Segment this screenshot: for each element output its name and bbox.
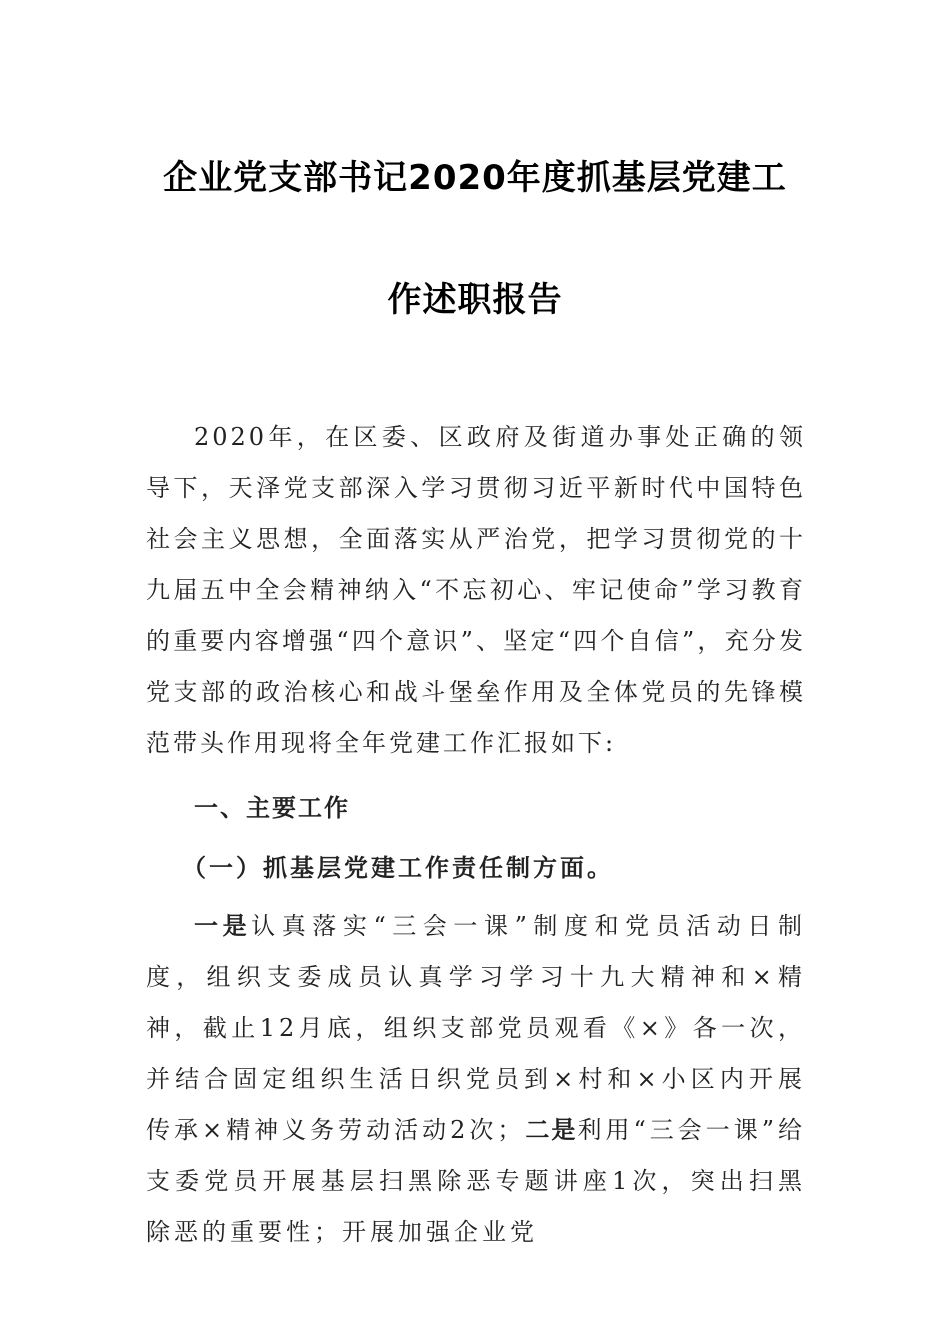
work-paragraph (146, 901, 806, 1258)
item-text-first: 认真落实“三会一课”制度和党员活动日制度，组织支委成员认真学习学习十九大精神和×精神，截止12月底，组织支部党员观看《×》各一次，并结合固定组织生活日织党员到×村和×小区内开展传承×精神义务劳动活动2次； (146, 912, 807, 1144)
document-title-line-2: 作述职报告 (387, 280, 563, 320)
document-title-line-1: 企业党支部书记2020年度抓基层党建工 (163, 158, 787, 198)
item-text-second: 利用“三会一课”给支委党员开展基层扫黑除恶专题讲座1次，突出扫黑除恶的重要性；开展加强企业党 (146, 1116, 806, 1246)
section-heading: 一、主要工作 (194, 794, 350, 822)
item-label-first: 一是 (194, 912, 252, 940)
item-label-second: 二是 (525, 1116, 578, 1144)
subsection-heading: （一）抓基层党建工作责任制方面。 (182, 853, 614, 882)
document-body (146, 412, 806, 1258)
intro-paragraph: 2020年，在区委、区政府及街道办事处正确的领导下，天泽党支部深入学习贯彻习近平新时代中国特色社会主义思想，全面落实从严治党，把学习贯彻党的十九届五中全会精神纳入“不忘初心、牢记使命”学习教育的重要内容增强“四个意识”、坚定“四个自信”，充分发党支部的政治核心和战斗堡垒作用及全体党员的先锋模范带头作用现将全年党建工作汇报如下: (146, 423, 806, 757)
